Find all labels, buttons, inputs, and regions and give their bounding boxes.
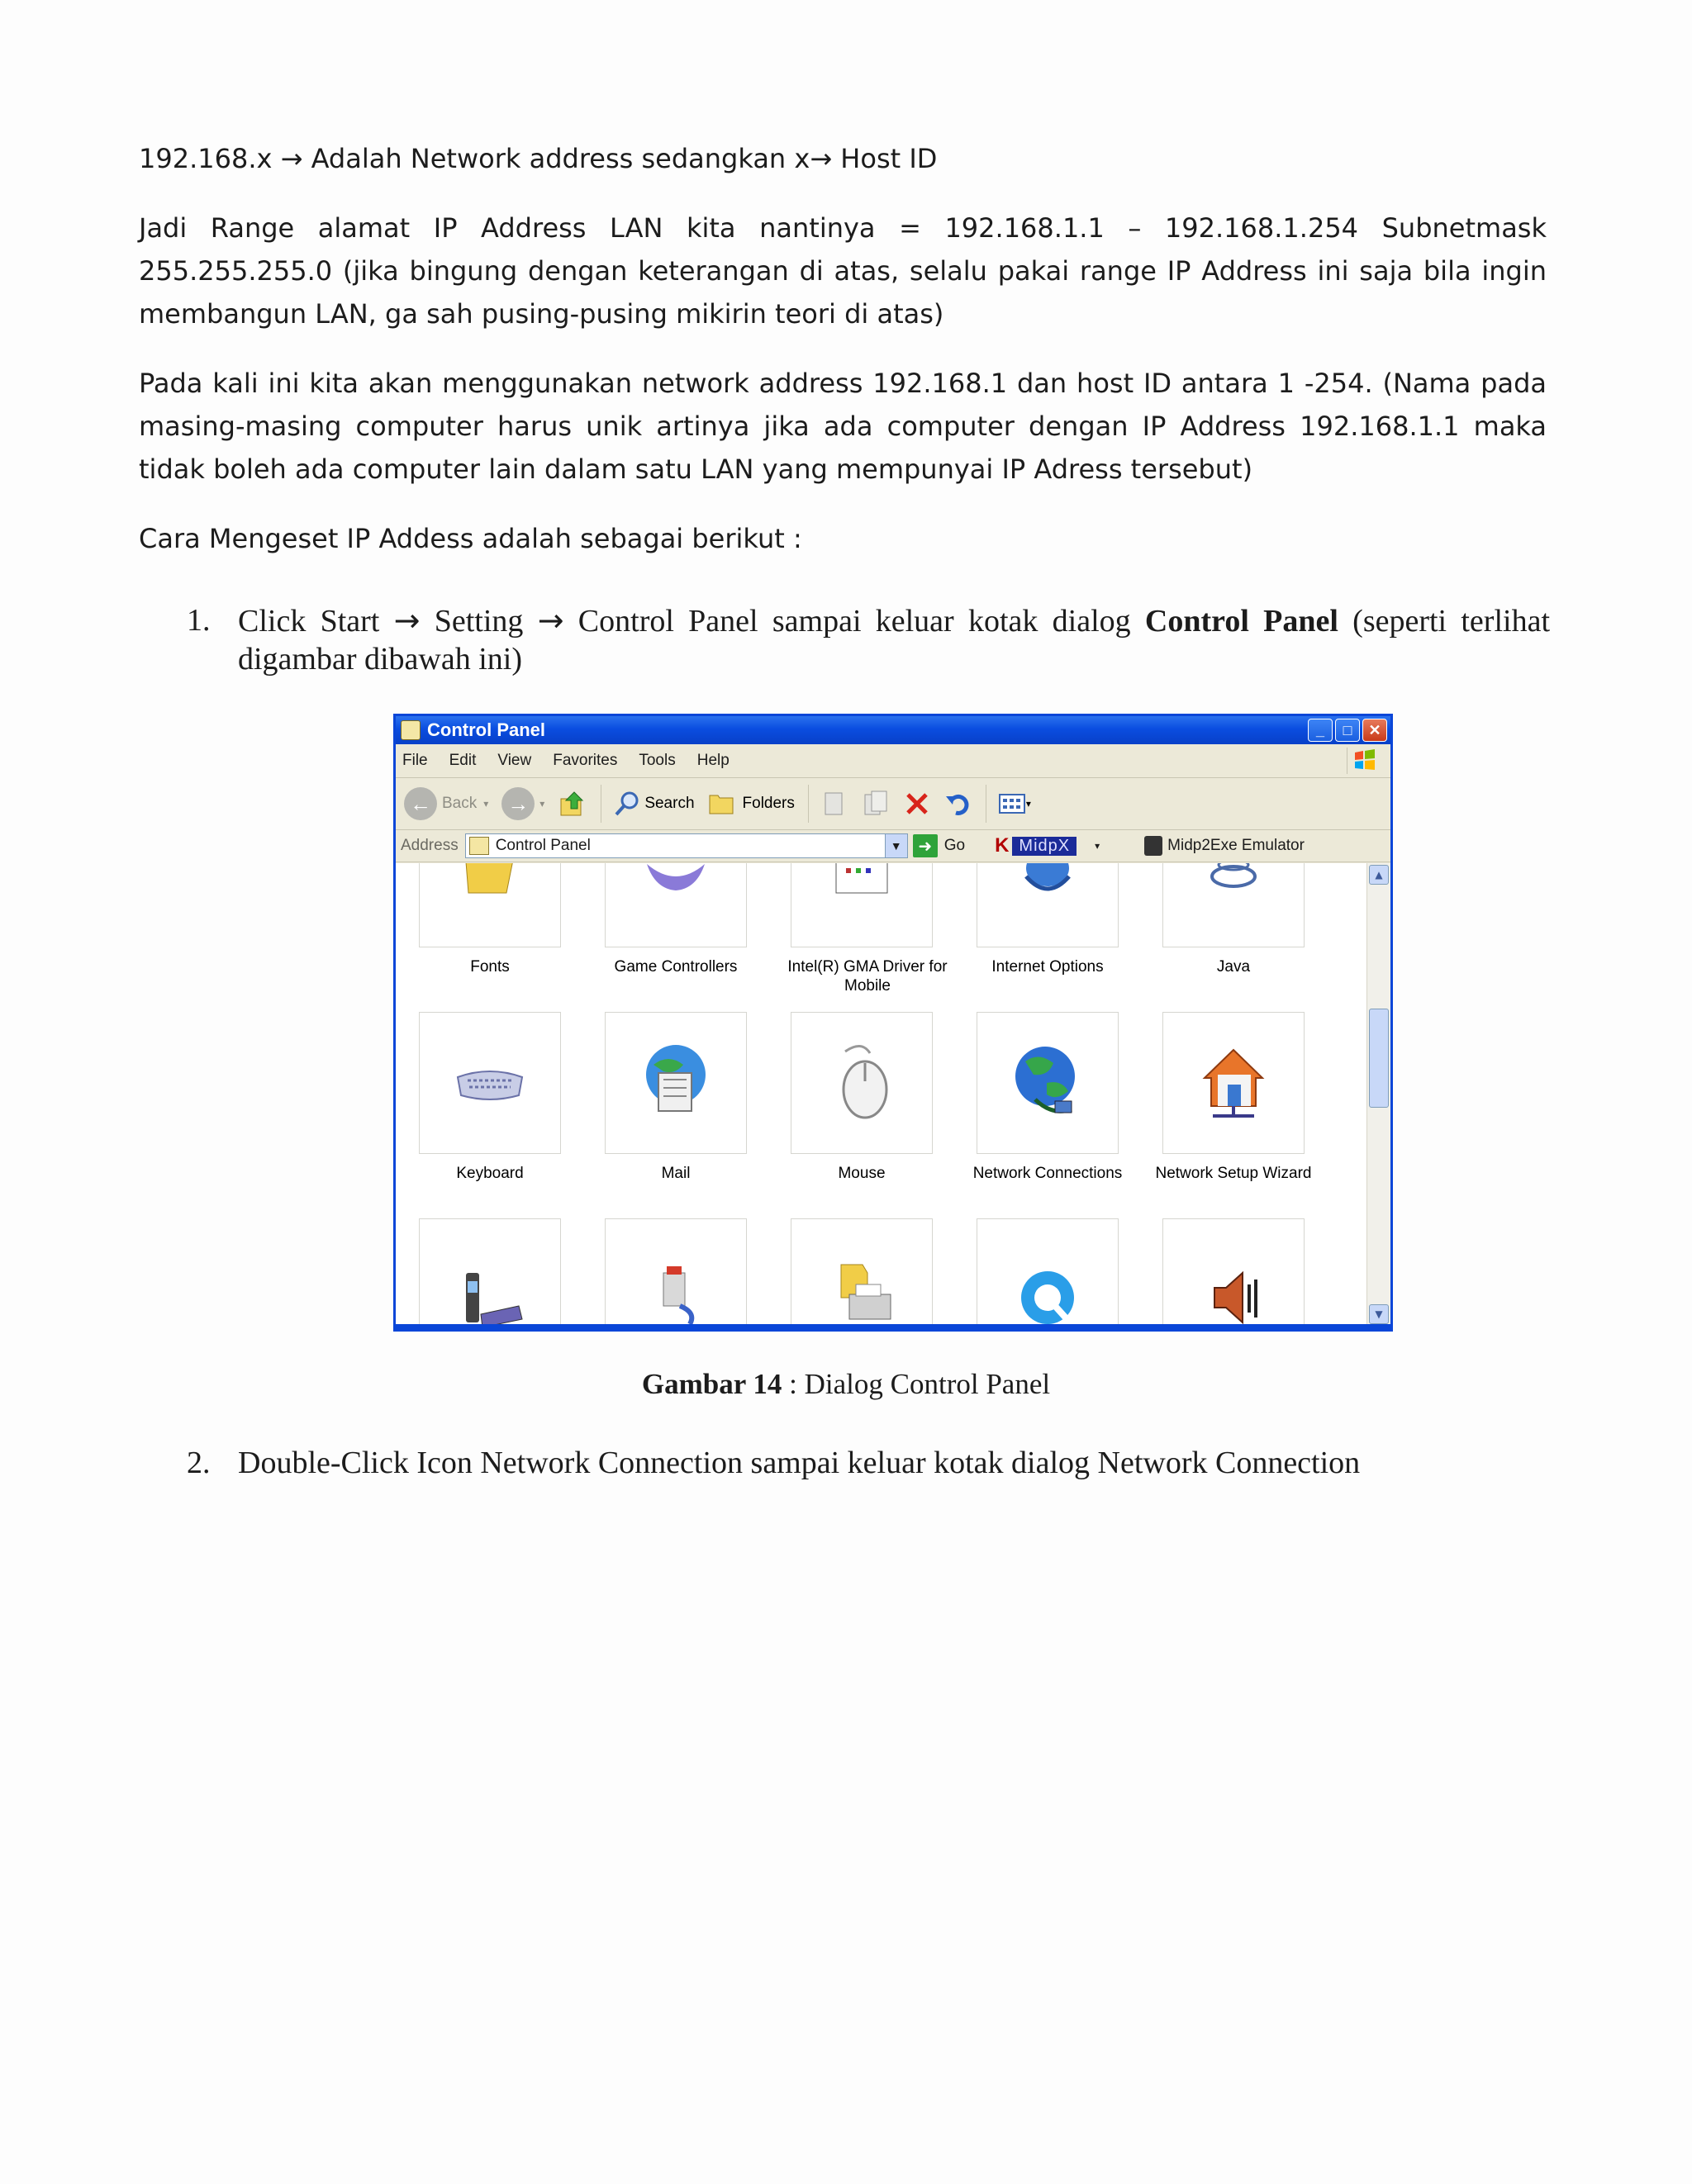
icon-label: Intel(R) GMA Driver for Mobile (787, 958, 948, 995)
mail-item[interactable] (605, 1012, 747, 1154)
display-driver-icon (833, 863, 891, 901)
icon-label: Internet Options (991, 958, 1104, 976)
sounds-item[interactable] (1162, 1218, 1305, 1332)
paragraph-network-address (139, 137, 1547, 180)
game-controllers-item[interactable] (605, 863, 747, 947)
phone-modem-icon (453, 1248, 527, 1331)
caption-text: : Dialog Control Panel (782, 1368, 1051, 1400)
icon-label: Network Setup Wizard (1155, 1165, 1312, 1182)
mail-globe-icon (639, 1042, 713, 1124)
delete-icon (903, 790, 931, 818)
views-button[interactable]: ▾ (998, 791, 1031, 816)
maximize-icon[interactable]: □ (1335, 719, 1360, 742)
control-panel-window-screenshot (393, 714, 1393, 1332)
undo-icon (944, 790, 972, 818)
keyboard-icon (453, 1062, 527, 1104)
icon-label: Game Controllers (614, 958, 738, 976)
text-control-panel-desc: Control Panel sampai keluar kotak dialog (577, 604, 1131, 639)
arrow-icon: → (537, 602, 564, 639)
close-icon[interactable]: ✕ (1362, 719, 1387, 742)
quicktime-item[interactable] (977, 1218, 1119, 1332)
go-arrow-icon: ➜ (913, 834, 938, 857)
menu-tools[interactable]: Tools (639, 752, 676, 769)
toolbar (396, 778, 1390, 830)
windows-logo-icon (1347, 748, 1379, 774)
mouse-icon (829, 1042, 895, 1124)
icon-label: Keyboard (456, 1165, 524, 1182)
copy-to-button[interactable] (862, 790, 890, 818)
up-folder-icon (558, 789, 587, 819)
move-to-button[interactable] (820, 790, 848, 818)
list-text (238, 601, 1550, 678)
gamepad-icon (639, 863, 713, 897)
caption-label: Gambar 14 (641, 1368, 782, 1400)
back-button[interactable]: ← Back ▾ (404, 787, 488, 820)
mouse-item[interactable] (791, 1012, 933, 1154)
undo-button[interactable] (944, 790, 972, 818)
network-setup-wizard-item[interactable] (1162, 1012, 1305, 1154)
power-options-item[interactable] (605, 1218, 747, 1332)
scroll-up-icon[interactable]: ▲ (1369, 865, 1389, 885)
power-plug-icon (639, 1248, 713, 1331)
search-icon (613, 790, 641, 818)
arrow-icon: → (810, 143, 833, 174)
java-cup-icon (1205, 863, 1262, 901)
text-host-id: Host ID (840, 143, 938, 174)
figure-caption (0, 1368, 1692, 1401)
text-click-start: Click Start (238, 604, 380, 639)
icon-label: Mail (661, 1165, 691, 1182)
network-connections-item[interactable] (977, 1012, 1119, 1154)
paragraph-network-host: Pada kali ini kita akan menggunakan network address 192.168.1 dan host ID antara 1 -254. (Nama pada masing-masing computer harus unik artinya jika ada computer dengan IP Address 192.168.1.1 maka tidak boleh ada computer lain dalam satu LAN yang mempunyai IP Adress tersebut) (139, 368, 1547, 485)
text-control-panel-bold: Control Panel (1144, 604, 1338, 639)
printer-icon (825, 1248, 899, 1331)
icon-label: Mouse (838, 1165, 886, 1182)
internet-globe-icon (1015, 863, 1081, 901)
control-panel-icons-view (396, 863, 1372, 1332)
forward-arrow-icon: → (501, 787, 535, 820)
search-button[interactable]: Search (613, 790, 694, 818)
go-button[interactable]: ➜ Go (913, 834, 965, 857)
window-titlebar (396, 716, 1390, 744)
address-input[interactable] (465, 833, 908, 858)
window-bottom-border (396, 1324, 1390, 1329)
address-value: Control Panel (495, 837, 591, 854)
midpx-toolbar[interactable] (995, 834, 1100, 857)
text-network-desc: Adalah Network address sedangkan x (311, 143, 810, 174)
folders-icon (708, 791, 738, 817)
fonts-item[interactable] (419, 863, 561, 947)
address-bar (396, 830, 1390, 862)
keyboard-item[interactable] (419, 1012, 561, 1154)
network-globe-icon (1010, 1042, 1085, 1124)
menu-edit[interactable]: Edit (449, 752, 477, 769)
phone-icon (1144, 836, 1162, 856)
printers-item[interactable] (791, 1218, 933, 1332)
window-controls (1308, 719, 1387, 742)
text-setting: Setting (434, 604, 524, 639)
text-network-prefix: 192.168.x (139, 143, 273, 174)
icon-label: Fonts (470, 958, 510, 976)
forward-button[interactable]: → ▾ (501, 787, 544, 820)
arrow-icon: → (280, 143, 303, 174)
menu-bar (396, 744, 1390, 778)
midp2exe-emulator-button[interactable]: Midp2Exe Emulator (1144, 836, 1305, 856)
views-icon (998, 791, 1026, 816)
scroll-down-icon[interactable]: ▼ (1369, 1304, 1389, 1324)
paragraph-ip-range: Jadi Range alamat IP Address LAN kita nantinya = 192.168.1.1 – 192.168.1.254 Subnetmask 255.255.255.0 (jika bingung dengan keterangan di atas, selalu pakai range IP Address ini saja bila ingin membangun LAN, ga sah pusing-pusing mikirin teori di atas) (139, 212, 1547, 330)
list-number: 2. (187, 1446, 211, 1480)
icon-label: Network Connections (972, 1165, 1123, 1182)
menu-help[interactable]: Help (696, 752, 730, 769)
copy-to-icon (862, 790, 890, 818)
scroll-thumb[interactable] (1369, 1009, 1389, 1108)
house-network-icon (1196, 1042, 1271, 1124)
menu-file[interactable]: File (402, 752, 428, 769)
java-item[interactable] (1162, 863, 1305, 947)
list-number: 1. (187, 603, 211, 638)
text-seperti-terlihat: (seperti terlihat digambar dibawah ini) (238, 604, 1550, 677)
quicktime-icon (1010, 1248, 1085, 1331)
paragraph-setup-intro: Cara Mengeset IP Addess adalah sebagai berikut : (139, 523, 802, 554)
up-folder-button[interactable] (558, 789, 587, 819)
arrow-icon: → (393, 602, 421, 639)
chevron-down-icon[interactable]: ▼ (885, 834, 907, 857)
window-title: Control Panel (427, 719, 546, 740)
midpx-logo-icon: K (995, 834, 1010, 857)
control-panel-icon (469, 837, 489, 855)
menu-favorites[interactable]: Favorites (553, 752, 618, 769)
list-text: Double-Click Icon Network Connection sampai keluar kotak dialog Network Connection (238, 1446, 1361, 1480)
back-arrow-icon: ← (404, 787, 437, 820)
vertical-scrollbar[interactable] (1366, 863, 1390, 1329)
move-to-icon (820, 790, 848, 818)
phone-modem-item[interactable] (419, 1218, 561, 1332)
control-panel-icon (401, 720, 421, 740)
chevron-down-icon[interactable]: ▾ (1095, 840, 1100, 852)
address-label: Address (401, 837, 459, 854)
fonts-folder-icon (457, 863, 523, 901)
intel-gma-item[interactable] (791, 863, 933, 947)
speaker-icon (1196, 1248, 1271, 1331)
delete-button[interactable] (903, 790, 931, 818)
midpx-label: MidpX (1012, 837, 1077, 856)
menu-view[interactable]: View (497, 752, 532, 769)
icon-label: Java (1216, 958, 1251, 976)
internet-options-item[interactable] (977, 863, 1119, 947)
minimize-icon[interactable]: _ (1308, 719, 1333, 742)
folders-button[interactable]: Folders (708, 791, 795, 817)
